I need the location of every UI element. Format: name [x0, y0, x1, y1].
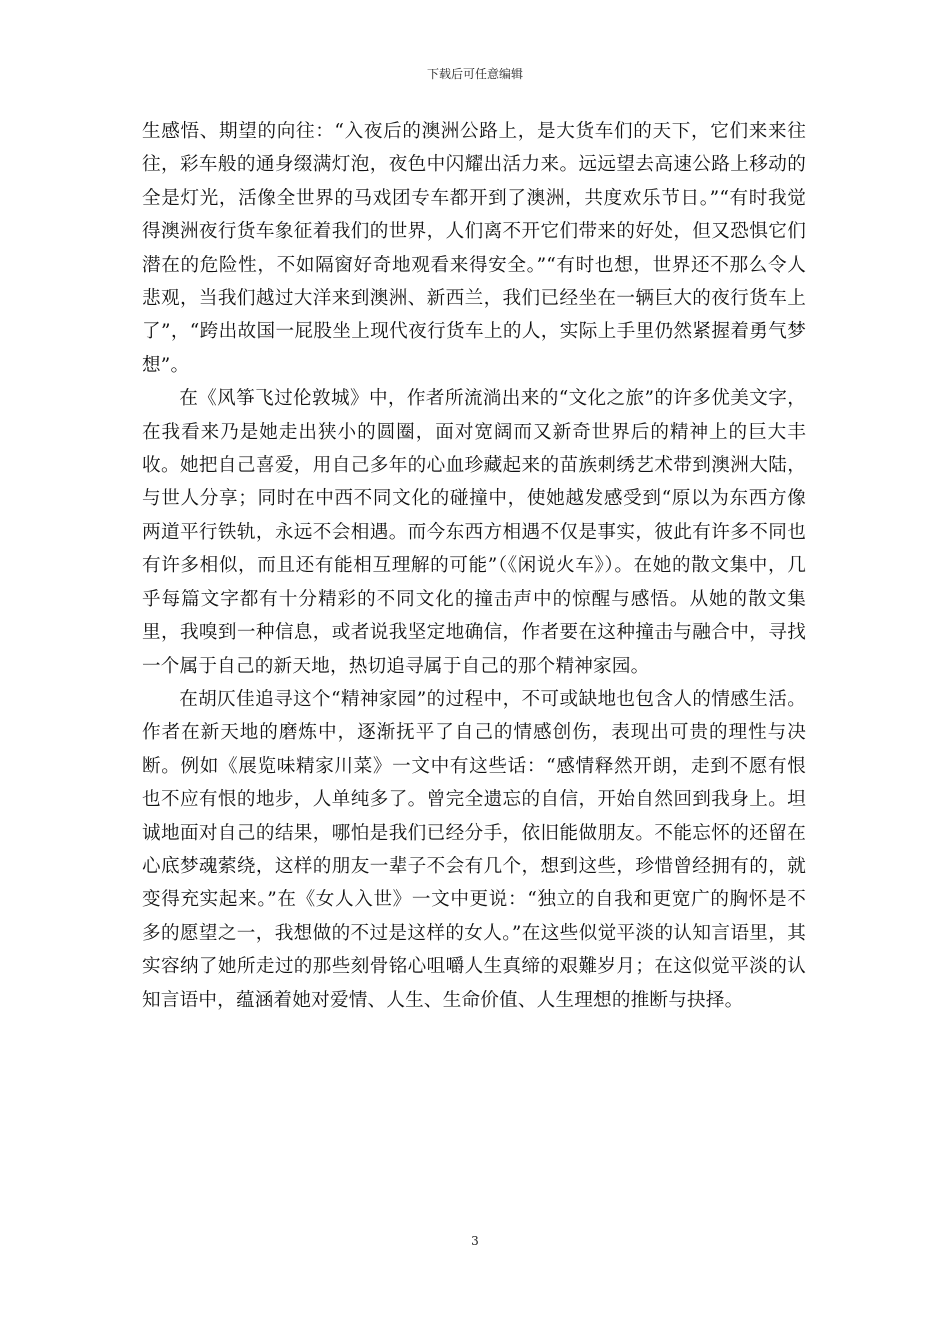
page-header: 下载后可任意编辑 [426, 67, 523, 81]
paragraph-2: 在《风筝飞过伦敦城》中，作者所流淌出来的“文化之旅”的许多优美文字，在我看来乃是她走出狭小的圆圈，面对宽阔而又新奇世界后的精神上的巨大丰收。她把自己喜爱，用自己多年的心血珍藏起来的苗族刺绣艺术带到澳洲大陆，与世人分享；同时在中西不同文化的碰撞中，使她越发感受到“原以为东西方像两道平行铁轨，永远不会相遇。而今东西方相遇不仅是事实，彼此有许多不同也有许多相似，而且还有能相互理解的可能”（《闲说火车》）。在她的散文集中，几乎每篇文字都有十分精彩的不同文化的撞击声中的惊醒与感悟。从她的散文集里，我嗅到一种信息，或者说我坚定地确信，作者要在这种撞击与融合中，寻找一个属于自己的新天地，热切追寻属于自己的那个精神家园。 [142, 388, 806, 677]
paragraph-1: 生感悟、期望的向往：“入夜后的澳洲公路上，是大货车们的天下，它们来来往往，彩车般的通身缀满灯泡，夜色中闪耀出活力来。远远望去高速公路上移动的全是灯光，活像全世界的马戏团专车都开到了澳洲，共度欢乐节日。”“有时我觉得澳洲夜行货车象征着我们的世界，人们离不开它们带来的好处，但又恐惧它们潜在的危险性，不如隔窗好奇地观看来得安全。”“有时也想，世界还不那么令人悲观，当我们越过大洋来到澳洲、新西兰，我们已经坐在一辆巨大的夜行货车上了”，“跨出故国一屁股坐上现代夜行货车上的人，实际上手里仍然紧握着勇气梦想”。 [142, 121, 806, 376]
paragraph-3: 在胡仄佳追寻这个“精神家园”的过程中，不可或缺地也包含人的情感生活。作者在新天地的磨炼中，逐渐抚平了自己的情感创伤，表现出可贵的理性与决断。例如《展览味精家川菜》一文中有这些话：“感情释然开朗，走到不愿有恨也不应有恨的地步，人单纯多了。曾完全遗忘的自信，开始自然回到我身上。坦诚地面对自己的结果，哪怕是我们已经分手，依旧能做朋友。不能忘怀的还留在心底梦魂萦绕，这样的朋友一辈子不会有几个，想到这些，珍惜曾经拥有的，就变得充实起来。”在《女人入世》一文中更说：“独立的自我和更宽广的胸怀是不多的愿望之一，我想做的不过是这样的女人。”在这些似觉平淡的认知言语里，其实容纳了她所走过的那些刻骨铭心咀嚼人生真缔的艰難岁月；在这似觉平淡的认知言语中，蕴涵着她对爱情、人生、生命价值、人生理想的推断与抉择。 [142, 688, 806, 1011]
page-number: 3 [471, 1234, 479, 1248]
document-body [142, 115, 806, 1017]
